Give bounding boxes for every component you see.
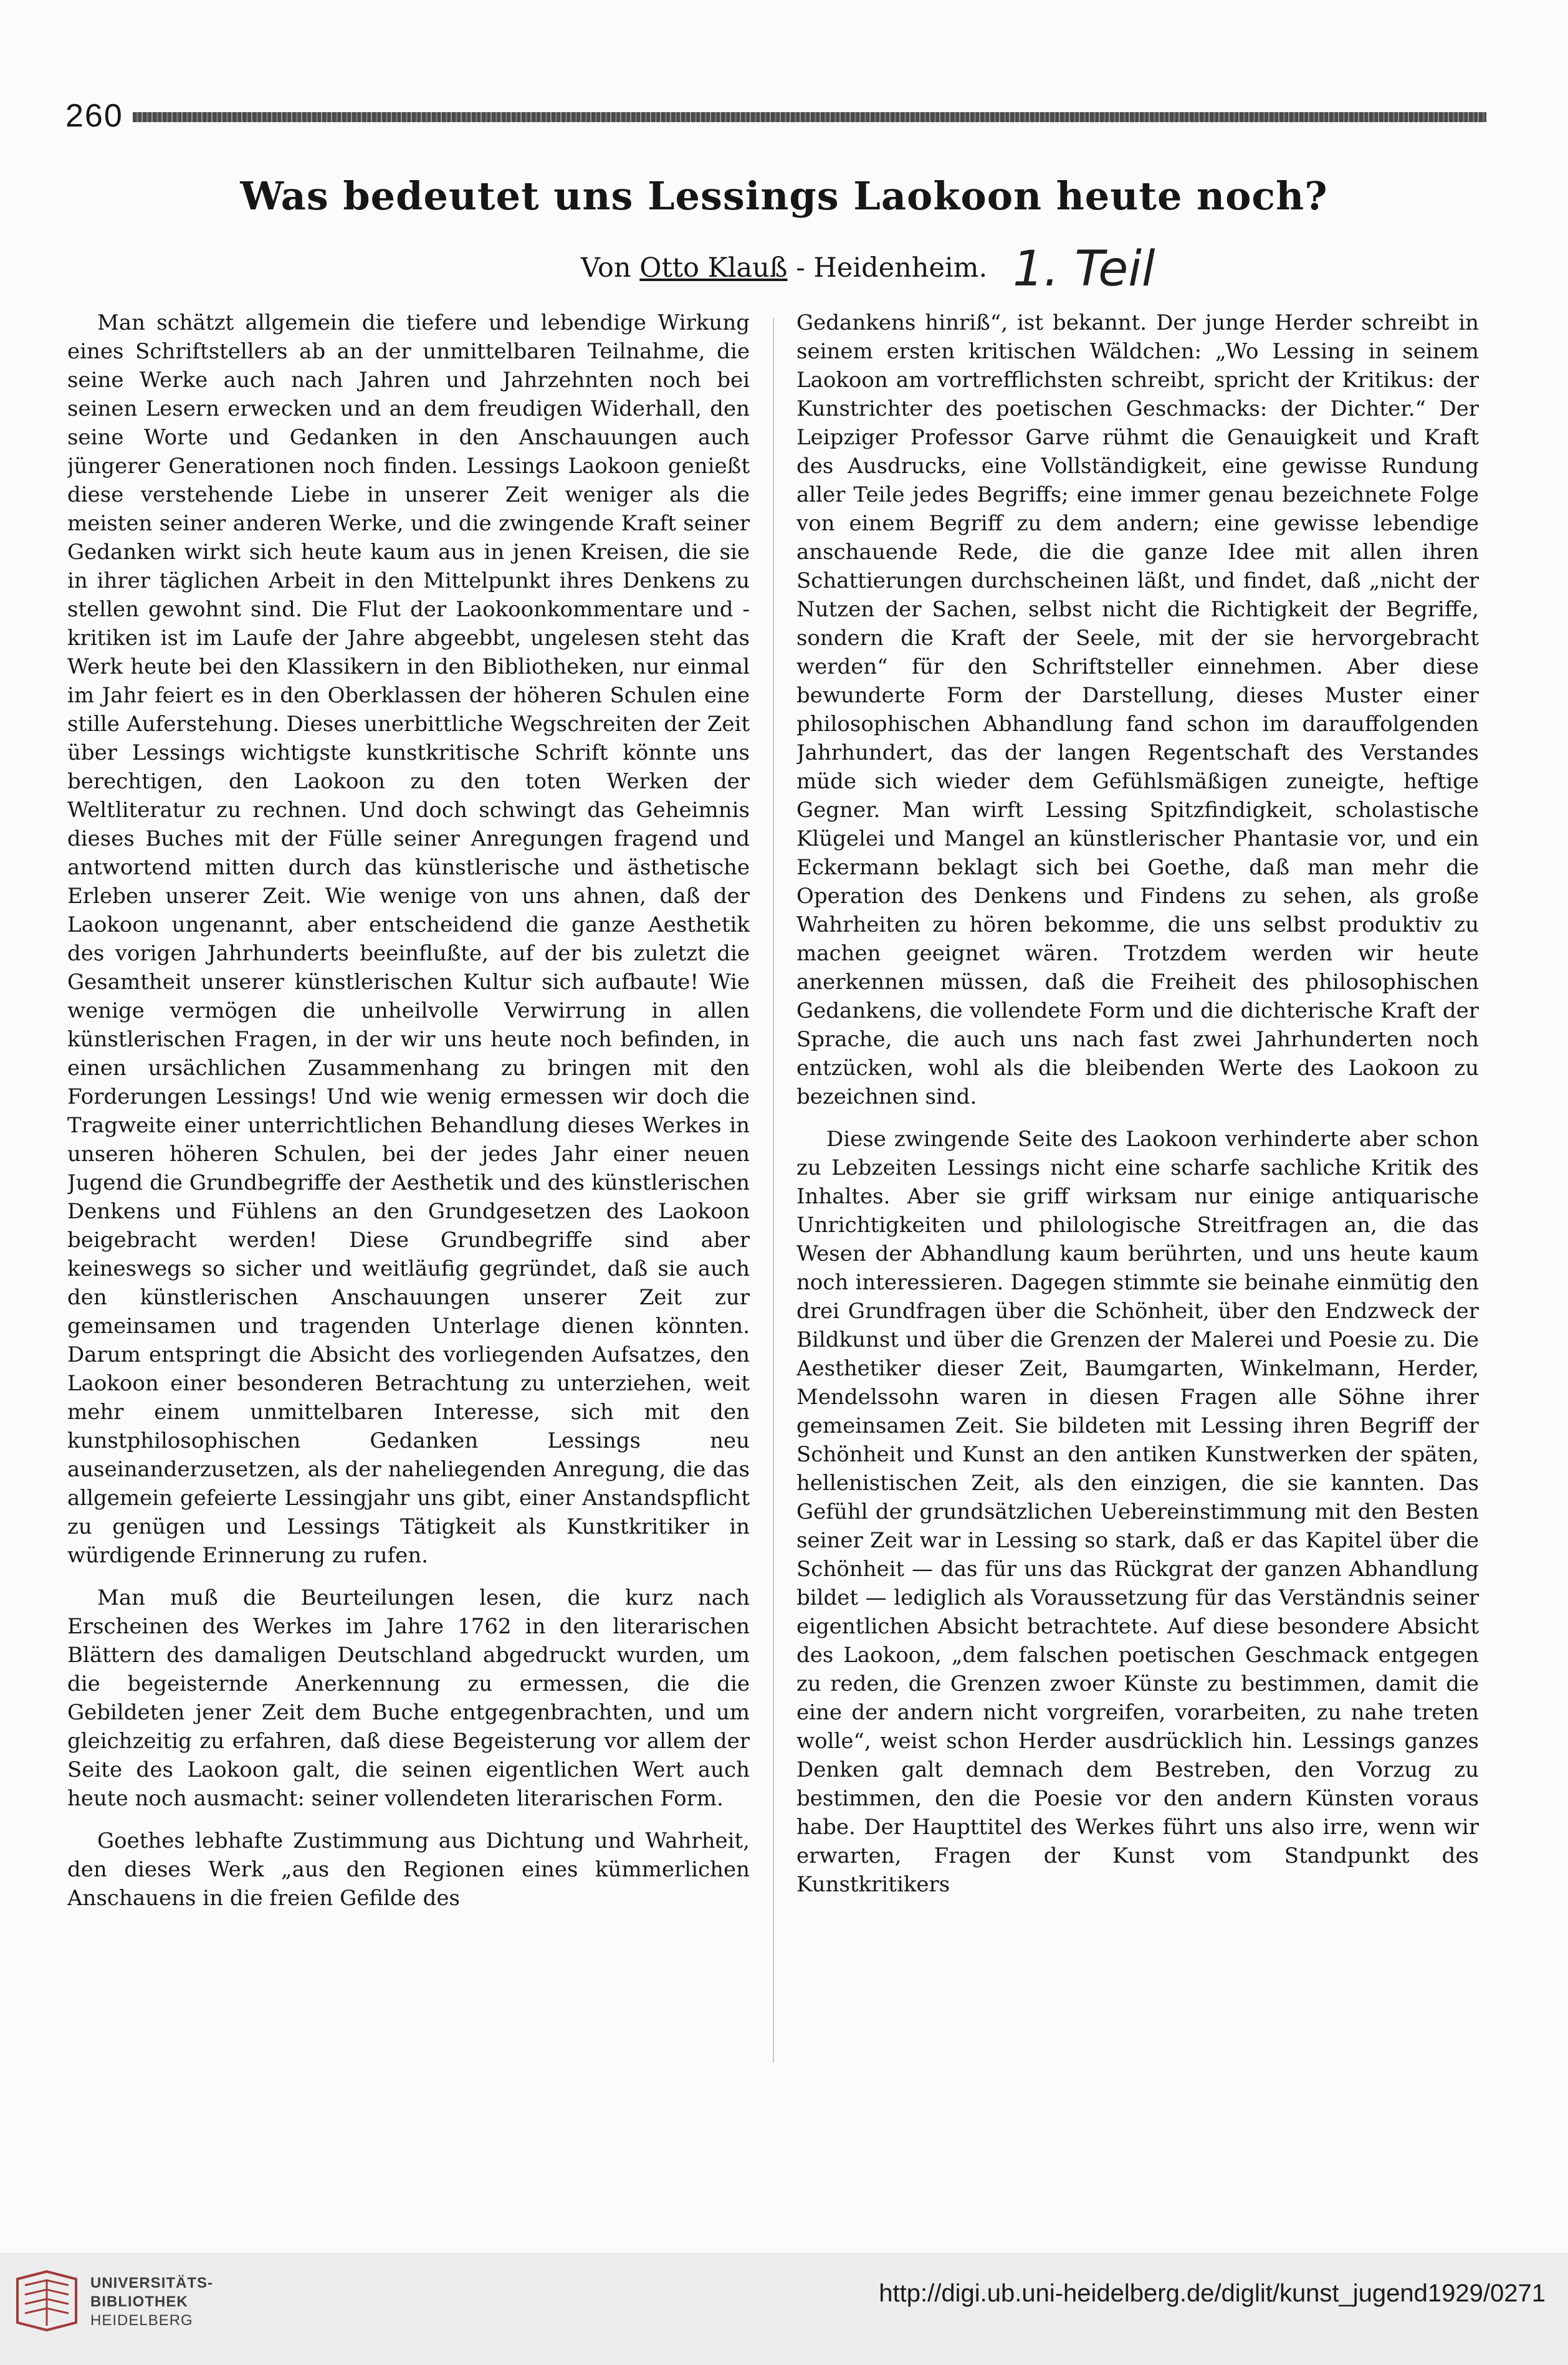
viewer-footer [0, 2253, 1568, 2365]
byline [0, 249, 1568, 287]
byline-author: Otto Klauß [639, 252, 788, 284]
text-column-left [67, 308, 750, 2057]
page-number: 260 [65, 98, 123, 134]
page-header [65, 95, 1486, 145]
paragraph: Goethes lebhafte Zustimmung aus Dichtung und Wahrheit, den dieses Werk „aus den Regionen eines kümmerlichen Anschauens in die freien Gefilde des [67, 1828, 750, 1911]
byline-suffix: - Heidenheim. [796, 252, 988, 284]
university-library-logo-icon [12, 2267, 81, 2335]
handwritten-annotation: 1. Teil [1013, 241, 1155, 297]
library-name: UNIVERSITÄTS- BIBLIOTHEK HEIDELBERG [90, 2275, 214, 2329]
paragraph: Man schätzt allgemein die tiefere und lebendige Wirkung eines Schriftstellers ab an der unmittelbaren Teilnahme, die seine Werke auch nach Jahren und Jahrzehnten noch bei seinen Lesern erwecken und an dem freudigen Widerhall, den seine Worte und Gedanken in den Anschauungen auch jüngerer Generationen noch finden. Lessings Laokoon genießt diese verstehende Liebe in unserer Zeit weniger als die meisten seiner anderen Werke, und die zwingende Kraft seiner Gedanken wirkt sich heute kaum aus in jenen Kreisen, die sie in ihrer täglichen Arbeit in den Mittelpunkt ihres Denkens zu stellen gewohnt sind. Die Flut der Laokoonkommentare und -kritiken ist im Laufe der Jahre abgeebbt, ungelesen steht das Werk heute bei den Klassikern in den Bibliotheken, nur einmal im Jahr feiert es in den Oberklassen der höheren Schulen eine stille Auferstehung. Dieses unerbittliche Wegschreiten der Zeit über Lessings wichtigste kunstkritische Schrift könnte uns berechtigen, den Laokoon zu den toten Werken der Weltliteratur zu rechnen. Und doch schwingt das Geheimnis dieses Buches mit der Fülle seiner Anregungen fragend und antwortend mitten durch das künstlerische und ästhetische Erleben unserer Zeit. Wie wenige von uns ahnen, daß der Laokoon ungenannt, aber entscheidend die ganze Aesthetik des vorigen Jahrhunderts beeinflußte, auf der bis zuletzt die Gesamtheit unserer künstlerischen Kultur sich aufbaute! Wie wenige vermögen die unheilvolle Verwirrung in allen künstlerischen Fragen, in der wir uns heute noch befinden, in einen ursächlichen Zusammenhang zu bringen mit den Forderungen Lessings! Und wie wenig ermessen wir doch die Tragweite einer unterrichtlichen Behandlung dieses Werkes in unseren höheren Schulen, bei der jedes Jahr einer neuen Jugend die Grundbegriffe der Aesthetik und des künstlerischen Denkens und Fühlens an den Grundgesetzen des Laokoon beigebracht werden! Diese Grundbegriffe sind aber keineswegs so sicher und weitläufig gegründet, daß sie auch den künstlerischen Anschauungen unserer Zeit zur gemeinsamen und tragenden Unterlage dienen könnten. Darum entspringt die Absicht des vorliegenden Aufsatzes, den Laokoon einer besonderen Betrachtung zu unterziehen, weit mehr einem unmittelbaren Interesse, sich mit den kunstphilosophischen Gedanken Lessings neu auseinanderzusetzen, als der naheliegenden Anregung, die das allgemein gefeierte Lessingjahr uns gibt, einer Anstandspflicht zu genügen und Lessings Tätigkeit als Kunstkritiker in würdigende Erinnerung zu rufen. [67, 310, 750, 1568]
paragraph: Man muß die Beurteilungen lesen, die kurz nach Erscheinen des Werkes im Jahre 1762 in den literarischen Blättern des damaligen Deutschland abgedruckt wurden, um die begeisternde Anerkennung zu ermessen, die die Gebildeten jener Zeit dem Buche entgegenbrachten, und um gleichzeitig zu erfahren, daß diese Begeisterung vor allem der Seite des Laokoon galt, die seinen eigentlichen Wert auch heute noch ausmacht: seiner vollendeten literarischen Form. [67, 1585, 750, 1811]
column-divider [773, 318, 774, 2063]
byline-prefix: Von [580, 252, 631, 284]
paragraph: Gedankens hinriß“, ist bekannt. Der junge Herder schreibt in seinem ersten kritischen Wäldchen: „Wo Lessing in seinem Laokoon am vortrefflichsten schreibt, spricht der Kritikus: der Kunstrichter des poetischen Geschmacks: der Dichter.“ Der Leipziger Professor Garve rühmt die Genauigkeit und Kraft des Ausdrucks, eine Vollständigkeit, eine gewisse Rundung aller Teile jedes Begriffs; eine immer genau bezeichnete Folge von einem Begriff zu dem andern; eine gewisse lebendige anschauende Rede, die die ganze Idee mit allen ihren Schattierungen durchscheinen läßt, und findet, daß „nicht der Nutzen der Sachen, selbst nicht die Richtigkeit der Begriffe, sondern die Kraft der Seele, mit der sie hervorgebracht werden“ für den Schriftsteller einnehmen. Aber diese bewunderte Form der Darstellung, dieses Muster einer philosophischen Abhandlung fand schon im darauffolgenden Jahrhundert, das der langen Regentschaft des Verstandes müde sich wieder dem Gefühlsmäßigen zuneigte, heftige Gegner. Man wirft Lessing Spitzfindigkeit, scholastische Klügelei und Mangel an künstlerischer Phantasie vor, und ein Eckermann beklagt sich bei Goethe, daß man mehr die Operation des Denkens und Findens zu sehen, als große Wahrheiten zu hören bekomme, die uns selbst produktiv zu machen geeignet wären. Trotzdem werden wir heute anerkennen müssen, daß die Freiheit des philosophischen Gedankens, die vollendete Form und die dichterische Kraft der Sprache, die auch uns nach fast zwei Jahrhunderten noch entzücken, wohl als die bleibenden Werte des Laokoon zu bezeichnen sind. [796, 310, 1479, 1109]
article-title: Was bedeutet uns Lessings Laokoon heute noch? [240, 173, 1328, 219]
source-url-link[interactable]: http://digi.ub.uni-heidelberg.de/diglit/kunst_jugend1929/0271 [879, 2280, 1546, 2307]
text-column-right [796, 308, 1479, 2144]
header-rule [133, 112, 1486, 122]
paragraph: Diese zwingende Seite des Laokoon verhinderte aber schon zu Lebzeiten Lessings nicht eine scharfe sachliche Kritik des Inhaltes. Aber sie griff wirksam nur einige antiquarische Unrichtigkeiten und philologische Streitfragen an, die das Wesen der Abhandlung kaum berührten, und uns heute kaum noch interessieren. Dagegen stimmte sie beinahe einmütig den drei Grundfragen über die Schönheit, über den Endzweck der Bildkunst und über die Grenzen der Malerei und Poesie zu. Die Aesthetiker dieser Zeit, Baumgarten, Winkelmann, Herder, Mendelssohn waren in diesen Fragen alle Söhne ihrer gemeinsamen Zeit. Sie bildeten mit Lessing ihren Begriff der Schönheit und Kunst an den antiken Kunstwerken der späten, hellenistischen Zeit, als den einzigen, die sie kannten. Das Gefühl der grundsätzlichen Uebereinstimmung mit den Besten seiner Zeit war in Lessing so stark, daß er das Kapitel über die Schönheit — das für uns das Rückgrat der ganzen Abhandlung bildet — lediglich als Voraussetzung für das Verständnis seiner eigentlichen Absicht betrachtete. Auf diese besondere Absicht des Laokoon, „dem falschen poetischen Geschmack entgegen zu reden, die Grenzen zwoer Künste zu bestimmen, damit die eine der andern nicht vorgreifen, vorarbeiten, zu nahe treten wolle“, weist schon Herder ausdrücklich hin. Lessings ganzes Denken galt demnach dem Bestreben, den Vorzug zu bestimmen, den die Poesie vor den andern Künsten voraus habe. Der Haupttitel des Werkes führt uns also irre, wenn wir erwarten, Fragen der Kunst vom Standpunkt des Kunstkritikers [796, 1127, 1479, 1897]
